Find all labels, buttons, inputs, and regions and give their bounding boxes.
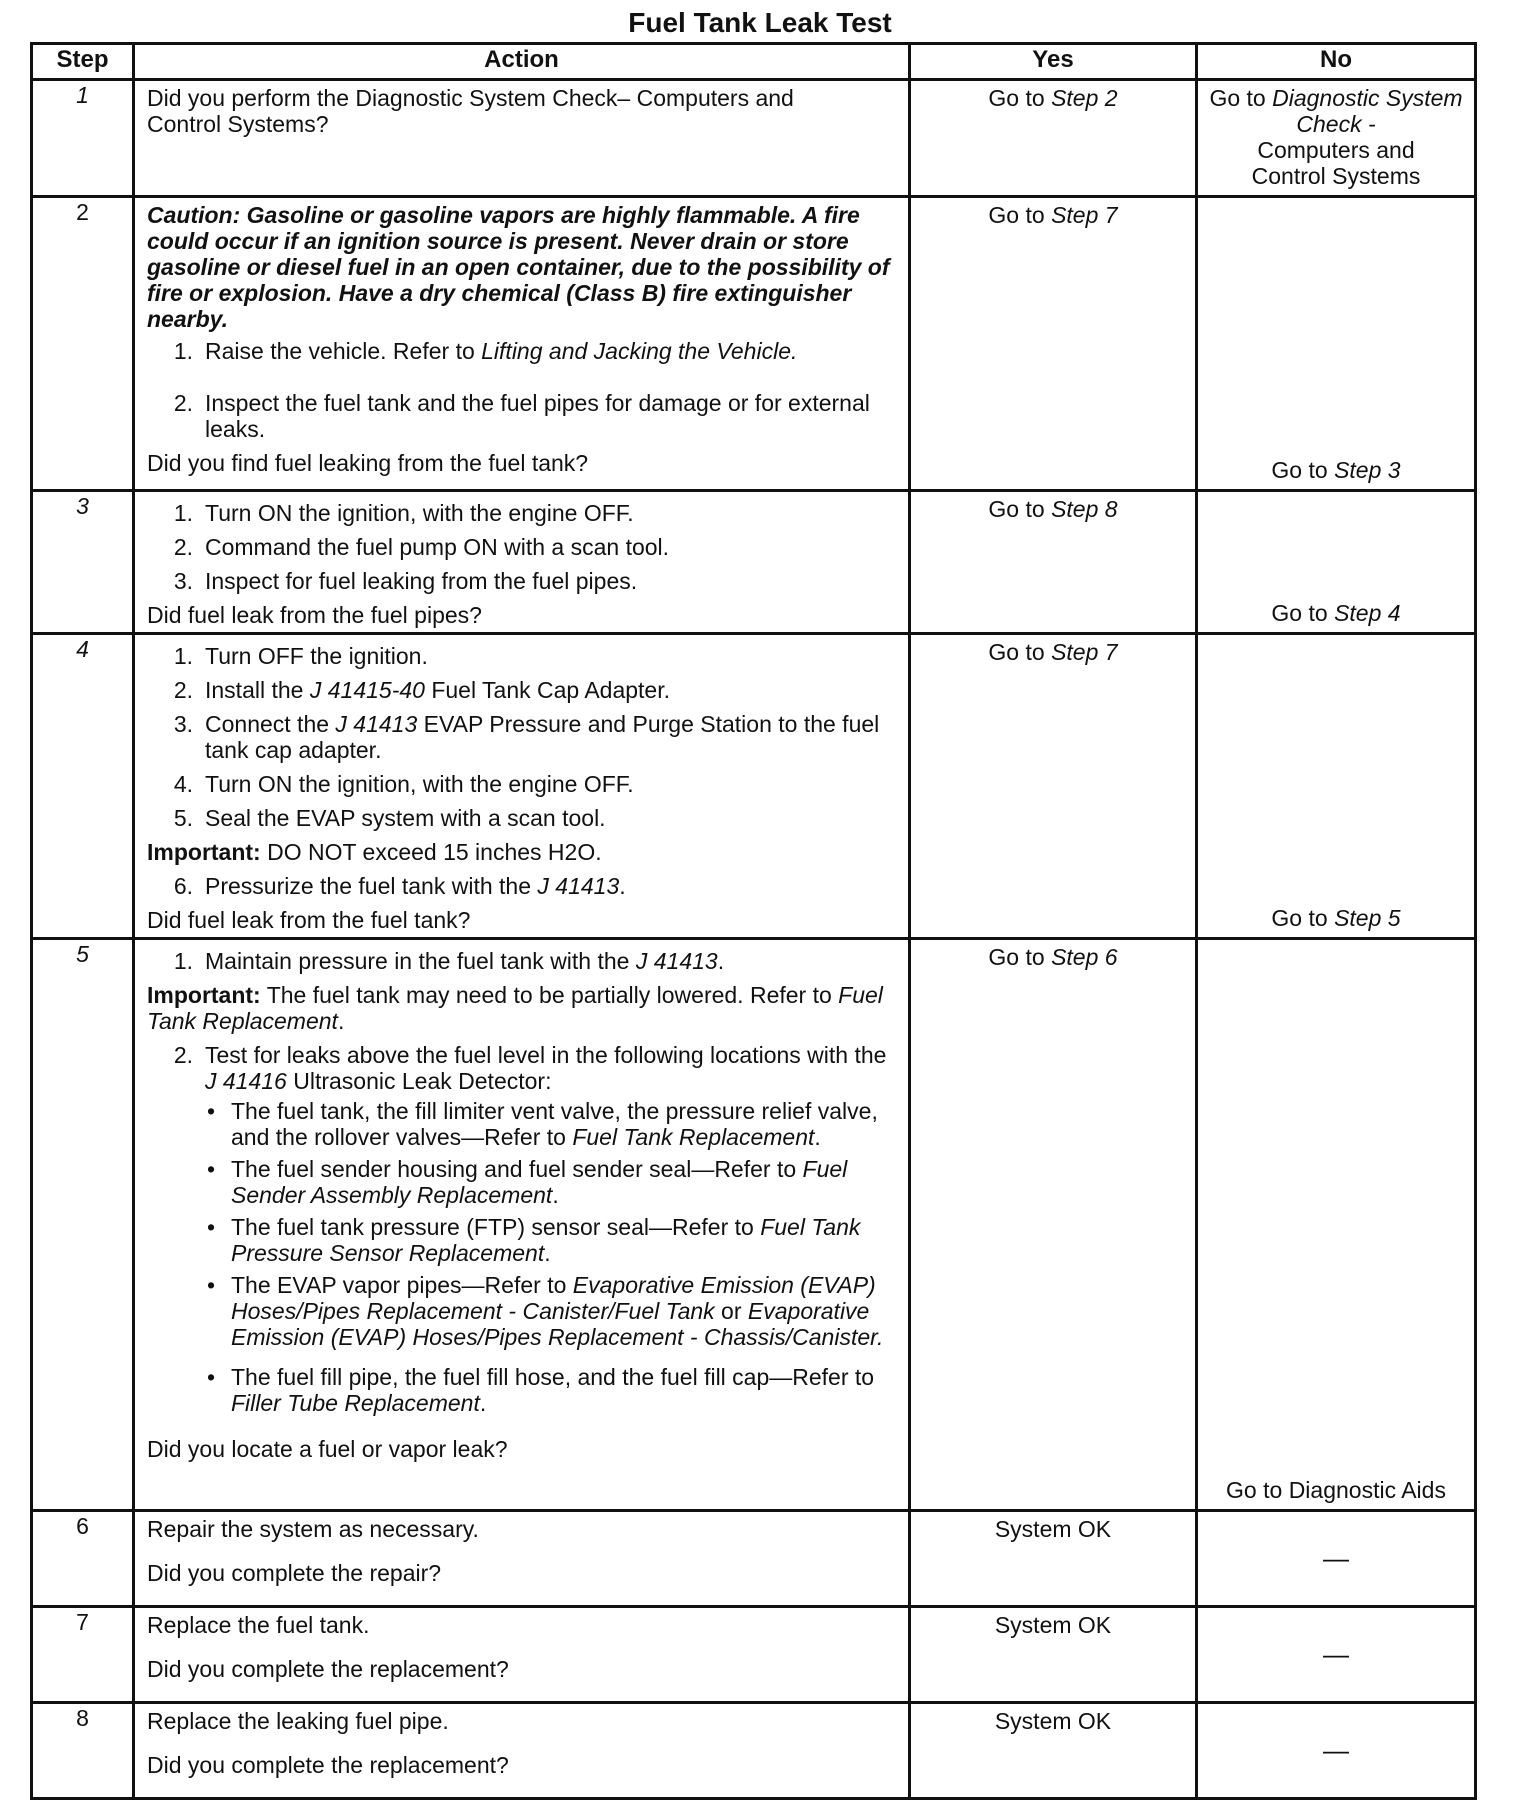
item-text: Connect the — [205, 711, 336, 737]
action-question: Did fuel leak from the fuel tank? — [147, 907, 471, 933]
item-number: 1. — [173, 338, 193, 364]
list-item — [207, 1214, 898, 1266]
table-row-step-5 — [32, 939, 1476, 1511]
no-reference-link[interactable]: Diagnostic System Check - — [1272, 85, 1463, 137]
no-cell — [1197, 491, 1476, 634]
no-cell — [1197, 197, 1476, 491]
no-cell — [1197, 80, 1476, 197]
step-number: 2 — [32, 197, 134, 491]
item-text: . — [717, 948, 725, 974]
yes-step-link[interactable]: Step 8 — [1051, 496, 1118, 522]
no-step-link[interactable]: Step 3 — [1334, 457, 1401, 483]
important-text: The fuel tank may need to be partially lowered. Refer to — [260, 982, 839, 1008]
reference-link[interactable]: Filler Tube Replacement — [231, 1390, 480, 1416]
bullet-end: . — [544, 1240, 551, 1266]
important-note — [147, 982, 898, 1034]
item-text: Test for leaks above the fuel level in the following locations with the — [205, 1042, 887, 1068]
yes-step-link[interactable]: Step 2 — [1051, 85, 1118, 111]
item-text: Turn OFF the ignition. — [205, 643, 428, 669]
no-prefix: Go to — [1271, 457, 1335, 483]
reference-link[interactable]: Fuel Tank Pressure Sensor Replacement — [231, 1214, 861, 1266]
yes-cell — [910, 634, 1197, 939]
yes-cell — [910, 197, 1197, 491]
tool-number: J 41413 — [335, 711, 418, 737]
no-prefix: Go to — [1271, 600, 1335, 626]
no-cell[interactable]: Go to Diagnostic Aids — [1197, 939, 1476, 1511]
item-number: 3. — [173, 568, 193, 594]
table-row-step-2 — [32, 197, 1476, 491]
action-steps — [147, 643, 898, 831]
list-item — [147, 771, 898, 797]
table-row-step-1 — [32, 80, 1476, 197]
document-title: Fuel Tank Leak Test — [628, 7, 892, 38]
action-steps — [147, 948, 898, 974]
reference-link[interactable]: Fuel Tank Replacement — [572, 1124, 815, 1150]
bullet-text: The fuel tank, the fill limiter vent valve, the pressure relief valve, and the rollover valves—Refer to — [231, 1098, 878, 1150]
action-text: Repair the system as necessary. — [147, 1516, 479, 1542]
step-number: 5 — [32, 939, 134, 1511]
bullet-icon: • — [207, 1098, 216, 1124]
header-step: Step — [32, 44, 134, 80]
list-item — [147, 390, 898, 442]
item-text: Turn ON the ignition, with the engine OFF. — [205, 500, 634, 526]
yes-cell — [910, 80, 1197, 197]
yes-prefix: Go to — [988, 202, 1052, 228]
important-label: Important: — [147, 982, 261, 1008]
action-cell — [134, 491, 910, 634]
yes-cell: System OK — [910, 1703, 1197, 1799]
fuel-tank-leak-test-table — [30, 42, 1477, 1800]
action-steps — [147, 338, 898, 442]
reference-link[interactable]: Evaporative Emission (EVAP) Hoses/Pipes Replacement - Canister/Fuel Tank — [231, 1272, 876, 1324]
item-text: Install the — [205, 677, 310, 703]
bullet-end: . — [814, 1124, 821, 1150]
step-number: 1 — [32, 80, 134, 197]
item-number: 2. — [173, 677, 193, 703]
list-item — [147, 805, 898, 831]
bullet-text: The EVAP vapor pipes—Refer to — [231, 1272, 573, 1298]
bullet-text: The fuel fill pipe, the fuel fill hose, and the fuel fill cap—Refer to — [231, 1364, 875, 1390]
item-text: Ultrasonic Leak Detector: — [286, 1068, 552, 1094]
header-action: Action — [134, 44, 910, 80]
bullet-icon: • — [207, 1156, 216, 1182]
header-yes: Yes — [910, 44, 1197, 80]
table-header-row — [32, 44, 1476, 80]
action-text: Replace the leaking fuel pipe. — [147, 1708, 449, 1734]
no-prefix: Go to — [1209, 85, 1273, 111]
item-text: Fuel Tank Cap Adapter. — [424, 677, 671, 703]
item-number: 1. — [173, 500, 193, 526]
action-cell — [134, 634, 910, 939]
action-text: Replace the fuel tank. — [147, 1612, 370, 1638]
item-text: Raise the vehicle. Refer to — [205, 338, 482, 364]
bullet-icon: • — [207, 1272, 216, 1298]
list-item — [207, 1272, 898, 1350]
item-text: Maintain pressure in the fuel tank with the — [205, 948, 636, 974]
action-question: Did you complete the replacement? — [147, 1752, 509, 1778]
list-item — [147, 534, 898, 560]
yes-cell — [910, 939, 1197, 1511]
item-number: 2. — [173, 390, 193, 416]
list-item — [147, 643, 898, 669]
list-item — [147, 500, 898, 526]
action-question: Did you find fuel leaking from the fuel tank? — [147, 450, 589, 476]
bullet-text: The fuel tank pressure (FTP) sensor seal—Refer to — [231, 1214, 761, 1240]
action-question: Did you locate a fuel or vapor leak? — [147, 1436, 508, 1462]
step-number: 8 — [32, 1703, 134, 1799]
action-question: Did you complete the repair? — [147, 1560, 442, 1586]
important-text: DO NOT exceed 15 inches H2O. — [260, 839, 602, 865]
action-cell — [134, 197, 910, 491]
no-cell — [1197, 634, 1476, 939]
bullet-icon: • — [207, 1214, 216, 1240]
item-text: Pressurize the fuel tank with the — [205, 873, 538, 899]
item-text: Inspect the fuel tank and the fuel pipes for damage or for external leaks. — [205, 390, 870, 442]
step-number: 3 — [32, 491, 134, 634]
item-number: 6. — [173, 873, 193, 899]
item-text: EVAP Pressure and Purge Station to the fuel tank cap adapter. — [205, 711, 880, 763]
important-label: Important: — [147, 839, 261, 865]
yes-step-link[interactable]: Step 7 — [1051, 639, 1118, 665]
item-text: Seal the EVAP system with a scan tool. — [205, 805, 606, 831]
yes-prefix: Go to — [988, 639, 1052, 665]
tool-number: J 41415-40 — [309, 677, 425, 703]
item-number: 4. — [173, 771, 193, 797]
yes-step-link[interactable]: Step 6 — [1051, 944, 1118, 970]
list-item — [147, 338, 898, 364]
step-number: 6 — [32, 1511, 134, 1607]
yes-cell — [910, 491, 1197, 634]
table-row-step-6 — [32, 1511, 1476, 1607]
list-item — [147, 873, 898, 899]
no-cell: — — [1197, 1511, 1476, 1607]
tool-number: J 41416 — [205, 1068, 287, 1094]
yes-step-link[interactable]: Step 7 — [1051, 202, 1118, 228]
table-row-step-3 — [32, 491, 1476, 634]
header-no: No — [1197, 44, 1476, 80]
item-number: 5. — [173, 805, 193, 831]
no-reference-tail: Computers and Control Systems — [1251, 137, 1421, 189]
list-item — [207, 1156, 898, 1208]
action-question: Did fuel leak from the fuel pipes? — [147, 602, 482, 628]
no-cell: — — [1197, 1607, 1476, 1703]
item-text: . — [619, 873, 626, 899]
no-step-link[interactable]: Step 5 — [1334, 905, 1401, 931]
item-number: 2. — [173, 1042, 193, 1068]
action-cell — [134, 1607, 910, 1703]
table-row-step-8 — [32, 1703, 1476, 1799]
no-prefix: Go to — [1271, 905, 1335, 931]
action-steps — [147, 873, 898, 899]
yes-cell: System OK — [910, 1607, 1197, 1703]
list-item — [147, 568, 898, 594]
reference-link[interactable]: Evaporative Emission (EVAP) Hoses/Pipes Replacement - Chassis/Canister. — [231, 1298, 884, 1350]
item-text: Turn ON the ignition, with the engine OFF. — [205, 771, 634, 797]
item-number: 3. — [173, 711, 193, 737]
bullet-end: . — [479, 1390, 487, 1416]
yes-prefix: Go to — [988, 85, 1052, 111]
important-end: . — [337, 1008, 345, 1034]
tool-number: J 41413 — [635, 948, 718, 974]
list-item — [207, 1364, 898, 1416]
bullet-text: The fuel sender housing and fuel sender seal—Refer to — [231, 1156, 803, 1182]
list-item — [147, 711, 898, 763]
action-question: Did you perform the Diagnostic System Check– Computers and Control Systems? — [147, 85, 794, 137]
bullet-text: or — [714, 1298, 748, 1324]
no-step-link[interactable]: Step 4 — [1334, 600, 1401, 626]
table-row-step-7 — [32, 1607, 1476, 1703]
action-cell — [134, 939, 910, 1511]
item-number: 2. — [173, 534, 193, 560]
item-number: 1. — [173, 643, 193, 669]
list-item — [147, 948, 898, 974]
bullet-icon: • — [207, 1364, 216, 1390]
step-number: 4 — [32, 634, 134, 939]
action-steps — [147, 1042, 898, 1094]
table-row-step-4 — [32, 634, 1476, 939]
action-cell — [134, 80, 910, 197]
bullet-end: . — [552, 1182, 559, 1208]
step-number: 7 — [32, 1607, 134, 1703]
reference-link[interactable]: Fuel Sender Assembly Replacement — [231, 1156, 848, 1208]
yes-prefix: Go to — [988, 496, 1052, 522]
no-cell: — — [1197, 1703, 1476, 1799]
action-cell — [134, 1703, 910, 1799]
reference-link[interactable]: Lifting and Jacking the Vehicle. — [481, 338, 798, 364]
yes-cell: System OK — [910, 1511, 1197, 1607]
important-note — [147, 839, 898, 865]
tool-number: J 41413 — [537, 873, 620, 899]
reference-link[interactable]: Fuel Tank Replacement — [147, 982, 883, 1034]
action-question: Did you complete the replacement? — [147, 1656, 509, 1682]
action-steps — [147, 500, 898, 594]
action-cell — [134, 1511, 910, 1607]
list-item — [207, 1098, 898, 1150]
caution-note: Caution: Gasoline or gasoline vapors are highly flammable. A fire could occur if an ignition source is present. Never drain or store gasoline or diesel fuel in an open container, due to the possibility of fire or explosion. Have a dry chemical (Class B) fire extinguisher nearby. — [147, 202, 890, 332]
location-bullet-list — [207, 1098, 898, 1416]
list-item — [147, 1042, 898, 1094]
item-text: Inspect for fuel leaking from the fuel pipes. — [205, 568, 638, 594]
list-item — [147, 677, 898, 703]
item-number: 1. — [173, 948, 193, 974]
yes-prefix: Go to — [988, 944, 1052, 970]
item-text: Command the fuel pump ON with a scan tool. — [205, 534, 670, 560]
